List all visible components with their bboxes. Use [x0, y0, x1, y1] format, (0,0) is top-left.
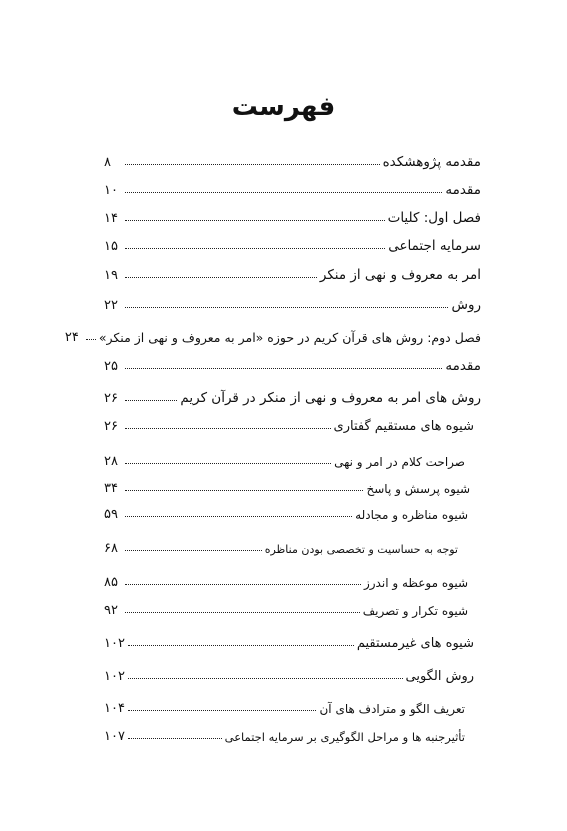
toc-entry-label: مقدمه	[445, 358, 481, 375]
toc-entry[interactable]	[104, 662, 474, 684]
toc-entry-page: ۶۸	[104, 540, 118, 556]
toc-entry[interactable]	[104, 596, 468, 618]
dot-leader	[125, 220, 385, 221]
toc-entry[interactable]	[104, 500, 468, 522]
toc-entry-page: ۱۰۲	[104, 635, 125, 651]
toc-entry-label: امر به معروف و نهی از منکر	[319, 267, 481, 284]
dot-leader	[125, 277, 317, 278]
toc-entry-page: ۱۹	[104, 267, 118, 283]
dot-leader	[125, 490, 363, 491]
toc-entry[interactable]	[104, 694, 465, 716]
toc-entry-page: ۱۰	[104, 182, 118, 198]
toc-entry-label: تأثیرجنبه ها و مراحل الگوگیری بر سرمایه اجتماعی	[224, 730, 465, 745]
dot-leader	[86, 339, 96, 340]
toc-entry-label: روش	[451, 297, 481, 314]
toc-entry-page: ۱۰۴	[104, 700, 125, 716]
dot-leader	[125, 164, 380, 165]
toc-entry-page: ۸	[104, 154, 111, 170]
toc-entry-page: ۲۵	[104, 358, 118, 374]
toc-entry[interactable]	[104, 722, 465, 744]
dot-leader	[125, 192, 442, 193]
toc-entry[interactable]	[104, 384, 481, 406]
toc-entry[interactable]	[104, 176, 481, 198]
toc-entry-label: شیوه های غیرمستقیم	[356, 635, 474, 651]
toc-entry-label: توجه به حساسیت و تخصصی بودن مناظره	[264, 542, 458, 556]
toc-entry[interactable]	[104, 447, 465, 469]
toc-entry-label: شیوه پرسش و پاسخ	[366, 481, 470, 496]
toc-entry-page: ۸۵	[104, 574, 118, 590]
dot-leader	[128, 710, 317, 711]
toc-entry[interactable]	[104, 261, 481, 283]
dot-leader	[125, 400, 177, 401]
toc-entry[interactable]	[104, 534, 458, 556]
toc-entry-label: شیوه موعظه و اندرز	[363, 575, 468, 590]
toc-entry-page: ۵۹	[104, 506, 118, 522]
toc-entry-label: مقدمه پژوهشکده	[382, 154, 481, 171]
dot-leader	[125, 307, 448, 308]
dot-leader	[125, 550, 262, 551]
toc-entry[interactable]	[64, 323, 481, 346]
toc-entry[interactable]	[104, 148, 481, 170]
toc-entry-label: سرمایه اجتماعی	[388, 238, 481, 255]
dot-leader	[125, 248, 385, 249]
toc-entry-label: شیوه مناظره و مجادله	[355, 507, 468, 522]
toc-entry-page: ۱۰۲	[104, 668, 125, 684]
dot-leader	[125, 368, 442, 369]
toc-entry-label: فصل دوم: روش های قرآن کریم در حوزه «امر به معروف و نهی از منکر»	[98, 330, 481, 346]
dot-leader	[128, 645, 354, 646]
toc-entry-page: ۹۲	[104, 602, 118, 618]
toc-entry[interactable]	[104, 291, 481, 313]
toc-entry[interactable]	[104, 568, 468, 590]
toc-entry[interactable]	[104, 352, 481, 374]
toc-entry-label: تعریف الگو و مترادف های آن	[319, 701, 465, 716]
dot-leader	[125, 516, 352, 517]
toc-entry-page: ۲۲	[104, 297, 118, 313]
toc-entry-label: شیوه تکرار و تصریف	[362, 603, 468, 618]
toc-entry-page: ۱۴	[104, 210, 118, 226]
dot-leader	[128, 738, 222, 739]
toc-entry-label: روش الگویی	[405, 668, 474, 684]
toc-entry-label: صراحت کلام در امر و نهی	[334, 454, 465, 469]
page-title: فهرست	[231, 92, 336, 122]
toc-entry[interactable]	[104, 412, 474, 434]
toc-entry-page: ۲۴	[64, 329, 79, 345]
toc-entry-page: ۳۴	[104, 480, 118, 496]
toc-entry-label: شیوه های مستقیم گفتاری	[333, 418, 474, 434]
toc-entry-page: ۱۰۷	[104, 728, 125, 744]
toc-entry[interactable]	[104, 474, 470, 496]
dot-leader	[125, 612, 360, 613]
toc-entry[interactable]	[104, 629, 474, 651]
dot-leader	[125, 428, 331, 429]
dot-leader	[125, 584, 361, 585]
toc-entry-page: ۲۶	[104, 418, 118, 434]
toc-entry-label: روش های امر به معروف و نهی از منکر در قرآن کریم	[180, 390, 481, 407]
toc-entry[interactable]	[104, 204, 481, 226]
toc-entry-page: ۱۵	[104, 238, 118, 254]
toc-entry-label: مقدمه	[445, 182, 481, 199]
toc-entry-page: ۲۸	[104, 453, 118, 469]
toc-entry[interactable]	[104, 232, 481, 254]
dot-leader	[128, 678, 403, 679]
toc-entry-page: ۲۶	[104, 390, 118, 406]
toc-entry-label: فصل اول: کلیات	[387, 210, 481, 227]
dot-leader	[125, 463, 331, 464]
